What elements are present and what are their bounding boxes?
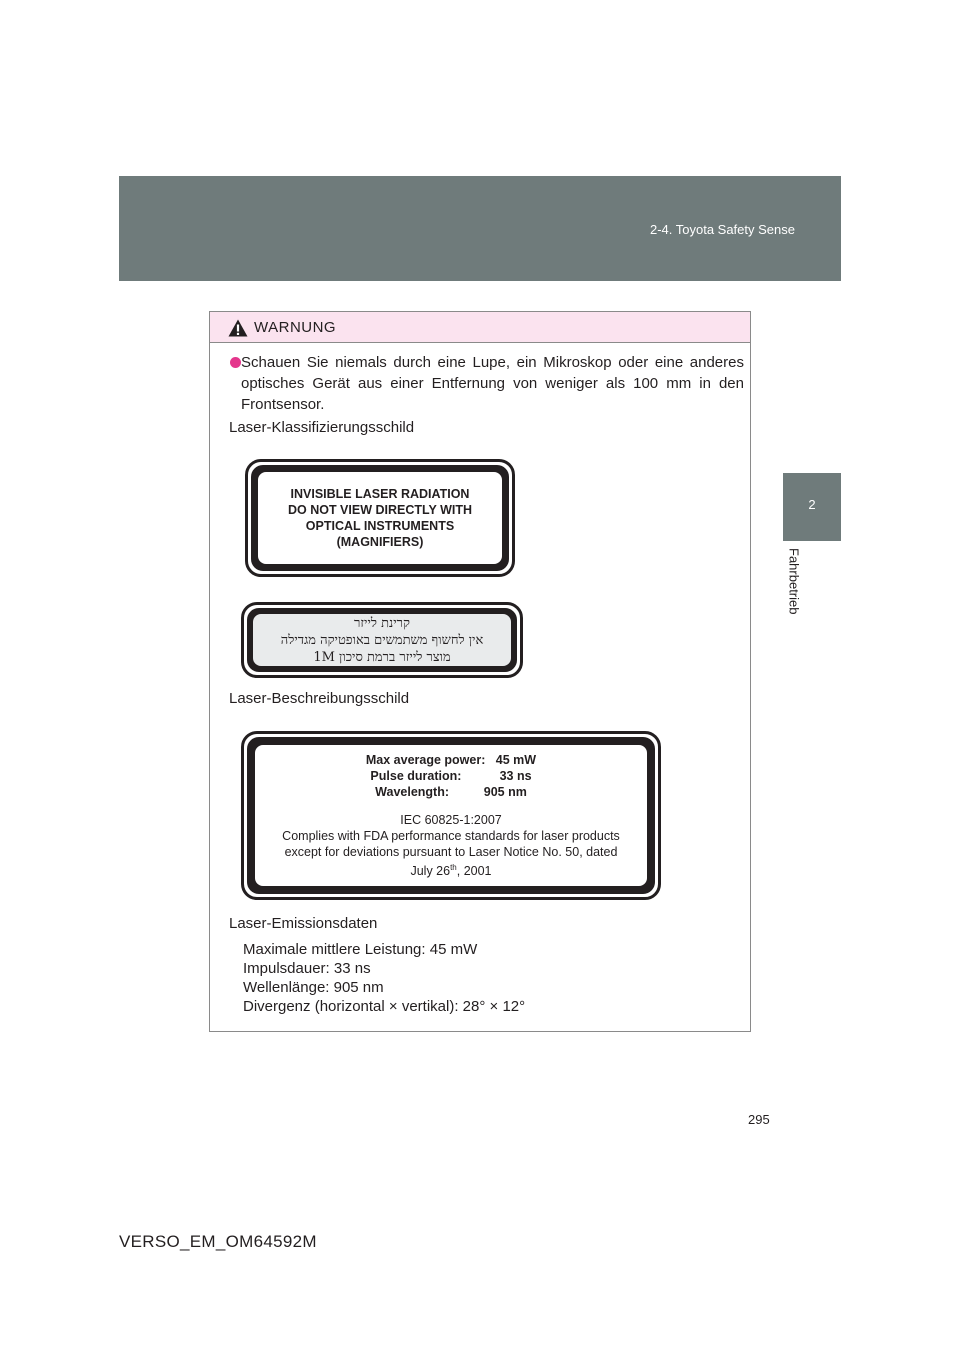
- hebrew-laser-label: [241, 602, 523, 678]
- chapter-label: Fahrbetrieb: [786, 548, 802, 615]
- wavelength-row: Wavelength: 905 nm: [375, 784, 527, 799]
- chapter-tab: [783, 473, 841, 541]
- warning-triangle-icon: [228, 319, 248, 337]
- warning-box: [209, 311, 751, 1032]
- warning-bullet: [230, 352, 744, 415]
- label-body: [255, 745, 647, 886]
- max-power-row: Max average power: 45 mW: [365, 752, 537, 767]
- compliance-date: [410, 860, 491, 879]
- label-frame: [251, 465, 509, 571]
- bullet-icon: [230, 357, 241, 368]
- compliance-line: Complies with FDA performance standards for laser products: [282, 828, 620, 843]
- emission-data-list: [243, 940, 525, 1016]
- label1-line: (MAGNIFIERS): [336, 535, 424, 549]
- pulse-duration-row: Pulse duration: 33 ns: [370, 768, 532, 783]
- label-body: [253, 614, 511, 666]
- emission-caption: Laser-Emissionsdaten: [229, 915, 378, 932]
- emission-line: Impulsdauer: 33 ns: [243, 960, 371, 977]
- date-prefix: July 26: [410, 864, 451, 879]
- label2-line: קרינת לייזר: [354, 615, 410, 631]
- label-body: [258, 472, 502, 564]
- document-code: VERSO_EM_OM64592M: [119, 1232, 317, 1251]
- emission-line: Maximale mittlere Leistung: 45 mW: [243, 941, 478, 958]
- page-number: 295: [748, 1112, 770, 1127]
- emission-line: Divergenz (horizontal × vertikal): 28° × 12°: [243, 998, 526, 1015]
- standard-text: IEC 60825-1:2007: [400, 812, 502, 827]
- date-suffix-sup: th: [450, 862, 457, 872]
- warning-bullet-text: Schauen Sie niemals durch eine Lupe, ein Mikroskop oder eine anderes optisches Gerät aus einer Entfernung von weniger als 100 mm in den Frontsensor.: [241, 354, 744, 413]
- label2-line: אין לחשוף משתמשים באופטיקה מגדילה: [280, 632, 484, 648]
- classification-label-caption: Laser-Klassifizierungsschild: [229, 419, 415, 436]
- warning-title: WARNUNG: [254, 319, 337, 336]
- laser-warning-label: [245, 459, 515, 577]
- label1-line: INVISIBLE LASER RADIATION: [290, 487, 470, 501]
- section-title: 2-4. Toyota Safety Sense: [649, 222, 795, 237]
- label1-line: OPTICAL INSTRUMENTS: [305, 519, 455, 533]
- emission-line: Wellenlänge: 905 nm: [243, 979, 384, 996]
- laser-description-label: [241, 731, 661, 900]
- label-frame: [247, 608, 517, 672]
- label-frame: [247, 737, 655, 894]
- label2-line: מוצר לייזר ברמת סיכון 1M: [313, 649, 451, 665]
- date-year: , 2001: [456, 864, 492, 879]
- chapter-side-label: [780, 548, 808, 638]
- warning-header: [210, 312, 750, 343]
- chapter-number: 2: [808, 497, 816, 512]
- label1-line: DO NOT VIEW DIRECTLY WITH: [287, 503, 473, 517]
- chapter-header-band: [119, 176, 841, 281]
- description-label-caption: Laser-Beschreibungsschild: [229, 690, 410, 707]
- compliance-line: except for deviations pursuant to Laser Notice No. 50, dated: [284, 844, 618, 859]
